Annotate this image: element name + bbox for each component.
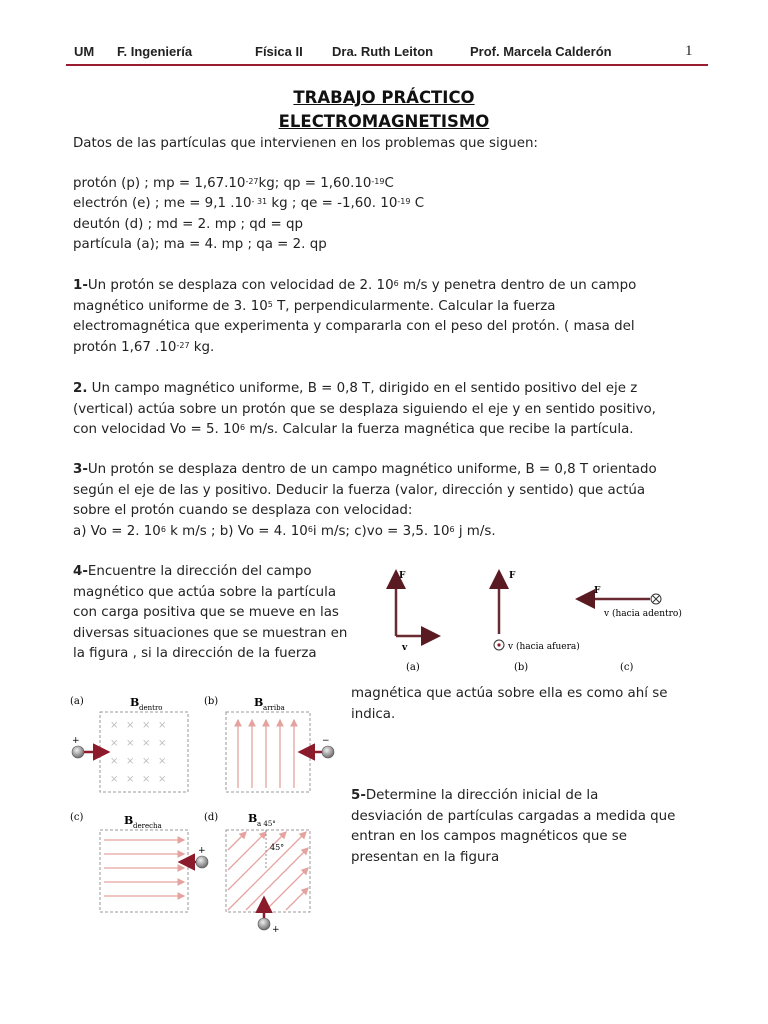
svg-text:×: × — [158, 720, 167, 731]
fig5-d-sub: a 45° — [257, 820, 276, 828]
svg-text:×: × — [110, 720, 119, 731]
svg-text:×: × — [158, 774, 167, 785]
fig4-c-v: v (hacia adentro) — [604, 609, 682, 619]
svg-text:×: × — [126, 720, 135, 731]
header-prof2: Prof. Marcela Calderón — [470, 44, 612, 59]
header-course: Física II — [255, 44, 303, 59]
fig4-panel-c — [580, 586, 682, 673]
fig5-a-plus: + — [72, 736, 80, 746]
title-electromagnetismo: ELECTROMAGNETISMO — [278, 112, 490, 131]
fig4-panel-b — [494, 571, 580, 673]
fig4-b-F: F — [509, 571, 516, 581]
fig5-c-sub: derecha — [133, 822, 162, 830]
svg-text:×: × — [158, 756, 167, 767]
fig5-c-plus: + — [198, 846, 206, 856]
header-um: UM — [74, 44, 95, 59]
header-rule — [66, 64, 708, 66]
svg-text:×: × — [110, 738, 119, 749]
fig5-label-a: (a) — [70, 696, 84, 707]
fig5-label-b: (b) — [204, 696, 219, 707]
data-proton: protón (p) ; mp = $1,67.10^{-27}kg$; qp = $1,60.10^{-19}C$ — [73, 176, 394, 191]
fig5-panel-b — [204, 696, 334, 792]
fig4-a-F: F — [399, 571, 406, 581]
fig4-label-a: (a) — [406, 662, 420, 673]
fig5-d-B: B — [248, 812, 258, 825]
problem-3: 3-Un protón se desplaza dentro de un campo magnético uniforme, B = 0,8 T orientado según el eje de las y positivo. Deducir la fuerza (valor, dirección y sentido) que actúa sobre el protón cuando se desplaza con velocidad: a) Vo = 2. $10^6$ k m/s ; b) Vo = 4. $10^6i$ m/s; c)vo = 3,5. $10^6$ j m/s. — [73, 462, 657, 539]
svg-text:×: × — [142, 774, 151, 785]
fig5-a-sub: dentro — [139, 704, 163, 712]
fig4-label-b: (b) — [514, 662, 529, 673]
page-header — [74, 42, 704, 64]
header-prof1: Dra. Ruth Leiton — [332, 44, 434, 59]
fig5-panel-d — [204, 812, 310, 935]
fig5-b-B: B — [254, 696, 264, 709]
title-trabajo: TRABAJO PRÁCTICO — [293, 88, 475, 107]
svg-text:×: × — [142, 720, 151, 731]
figure-problem-5 — [66, 690, 350, 940]
fig5-label-c: (c) — [70, 812, 84, 823]
intro-text: Datos de las partículas que intervienen en los problemas que siguen: — [73, 136, 538, 151]
problem-5: 5-Determine la dirección inicial de la desviación de partículas cargadas a medida que entran en los campos magnéticos que se presentan en la figura — [351, 788, 676, 865]
svg-text:×: × — [158, 738, 167, 749]
svg-text:×: × — [142, 756, 151, 767]
figure-problem-4 — [368, 560, 708, 678]
fig5-panel-c — [70, 812, 208, 912]
problem-2: 2. Un campo magnético uniforme, B = 0,8 T, dirigido en el sentido positivo del eje z (vertical) actúa sobre un protón que se desplaza siguiendo el eje y en sentido positivo, con velocidad Vo = 5. $10^6$ m/s. Calcular la fuerza magnética que recibe la partícula. — [73, 381, 656, 437]
svg-text:×: × — [110, 774, 119, 785]
fig5-b-sub: arriba — [263, 704, 285, 712]
fig4-b-v: v (hacia afuera) — [508, 642, 580, 652]
problem-4-continued: magnética que actúa sobre ella es como ahí se indica. — [351, 686, 668, 722]
header-faculty: F. Ingeniería — [117, 44, 193, 59]
svg-text:×: × — [142, 738, 151, 749]
fig4-a-v: v — [402, 643, 408, 653]
fig4-c-F: F — [594, 586, 601, 596]
fig5-d-plus: + — [272, 925, 280, 935]
fig5-b-minus: − — [322, 736, 330, 746]
data-deuton: deutón (d) ; md = 2. mp ; qd = qp — [73, 217, 303, 232]
problem-4: 4-Encuentre la dirección del campo magnético que actúa sobre la partícula con carga positiva que se mueve en las diversas situaciones que se muestran en la figura , si la dirección de la fuerza — [73, 564, 348, 661]
problem-1: 1-Un protón se desplaza con velocidad de 2. $10^6$ m/s y penetra dentro de un campo magnético uniforme de 3. $10^5$ T, perpendicularmente. Calcular la fuerza electromagnética que experimenta y compararla con el peso del protón. ( masa del protón 1,67 $.10^{-27}$ kg. — [73, 278, 637, 355]
svg-text:×: × — [126, 774, 135, 785]
fig5-label-d: (d) — [204, 812, 219, 823]
fig4-panel-a — [396, 571, 436, 673]
svg-text:×: × — [126, 756, 135, 767]
data-alpha: partícula (a); ma = 4. mp ; qa = 2. qp — [73, 237, 327, 252]
fig4-label-c: (c) — [620, 662, 634, 673]
fig5-a-B: B — [130, 696, 140, 709]
fig5-panel-a — [70, 696, 188, 792]
svg-text:×: × — [110, 756, 119, 767]
fig5-c-B: B — [124, 814, 134, 827]
svg-text:×: × — [126, 738, 135, 749]
page-number: 1 — [685, 43, 693, 59]
data-electron: electrón (e) ; me = 9,1 $.10^{- 31}$ kg ; qe = -1,60. $10^{-19}$ C — [73, 196, 425, 211]
fig5-d-angle: 45° — [270, 843, 285, 852]
